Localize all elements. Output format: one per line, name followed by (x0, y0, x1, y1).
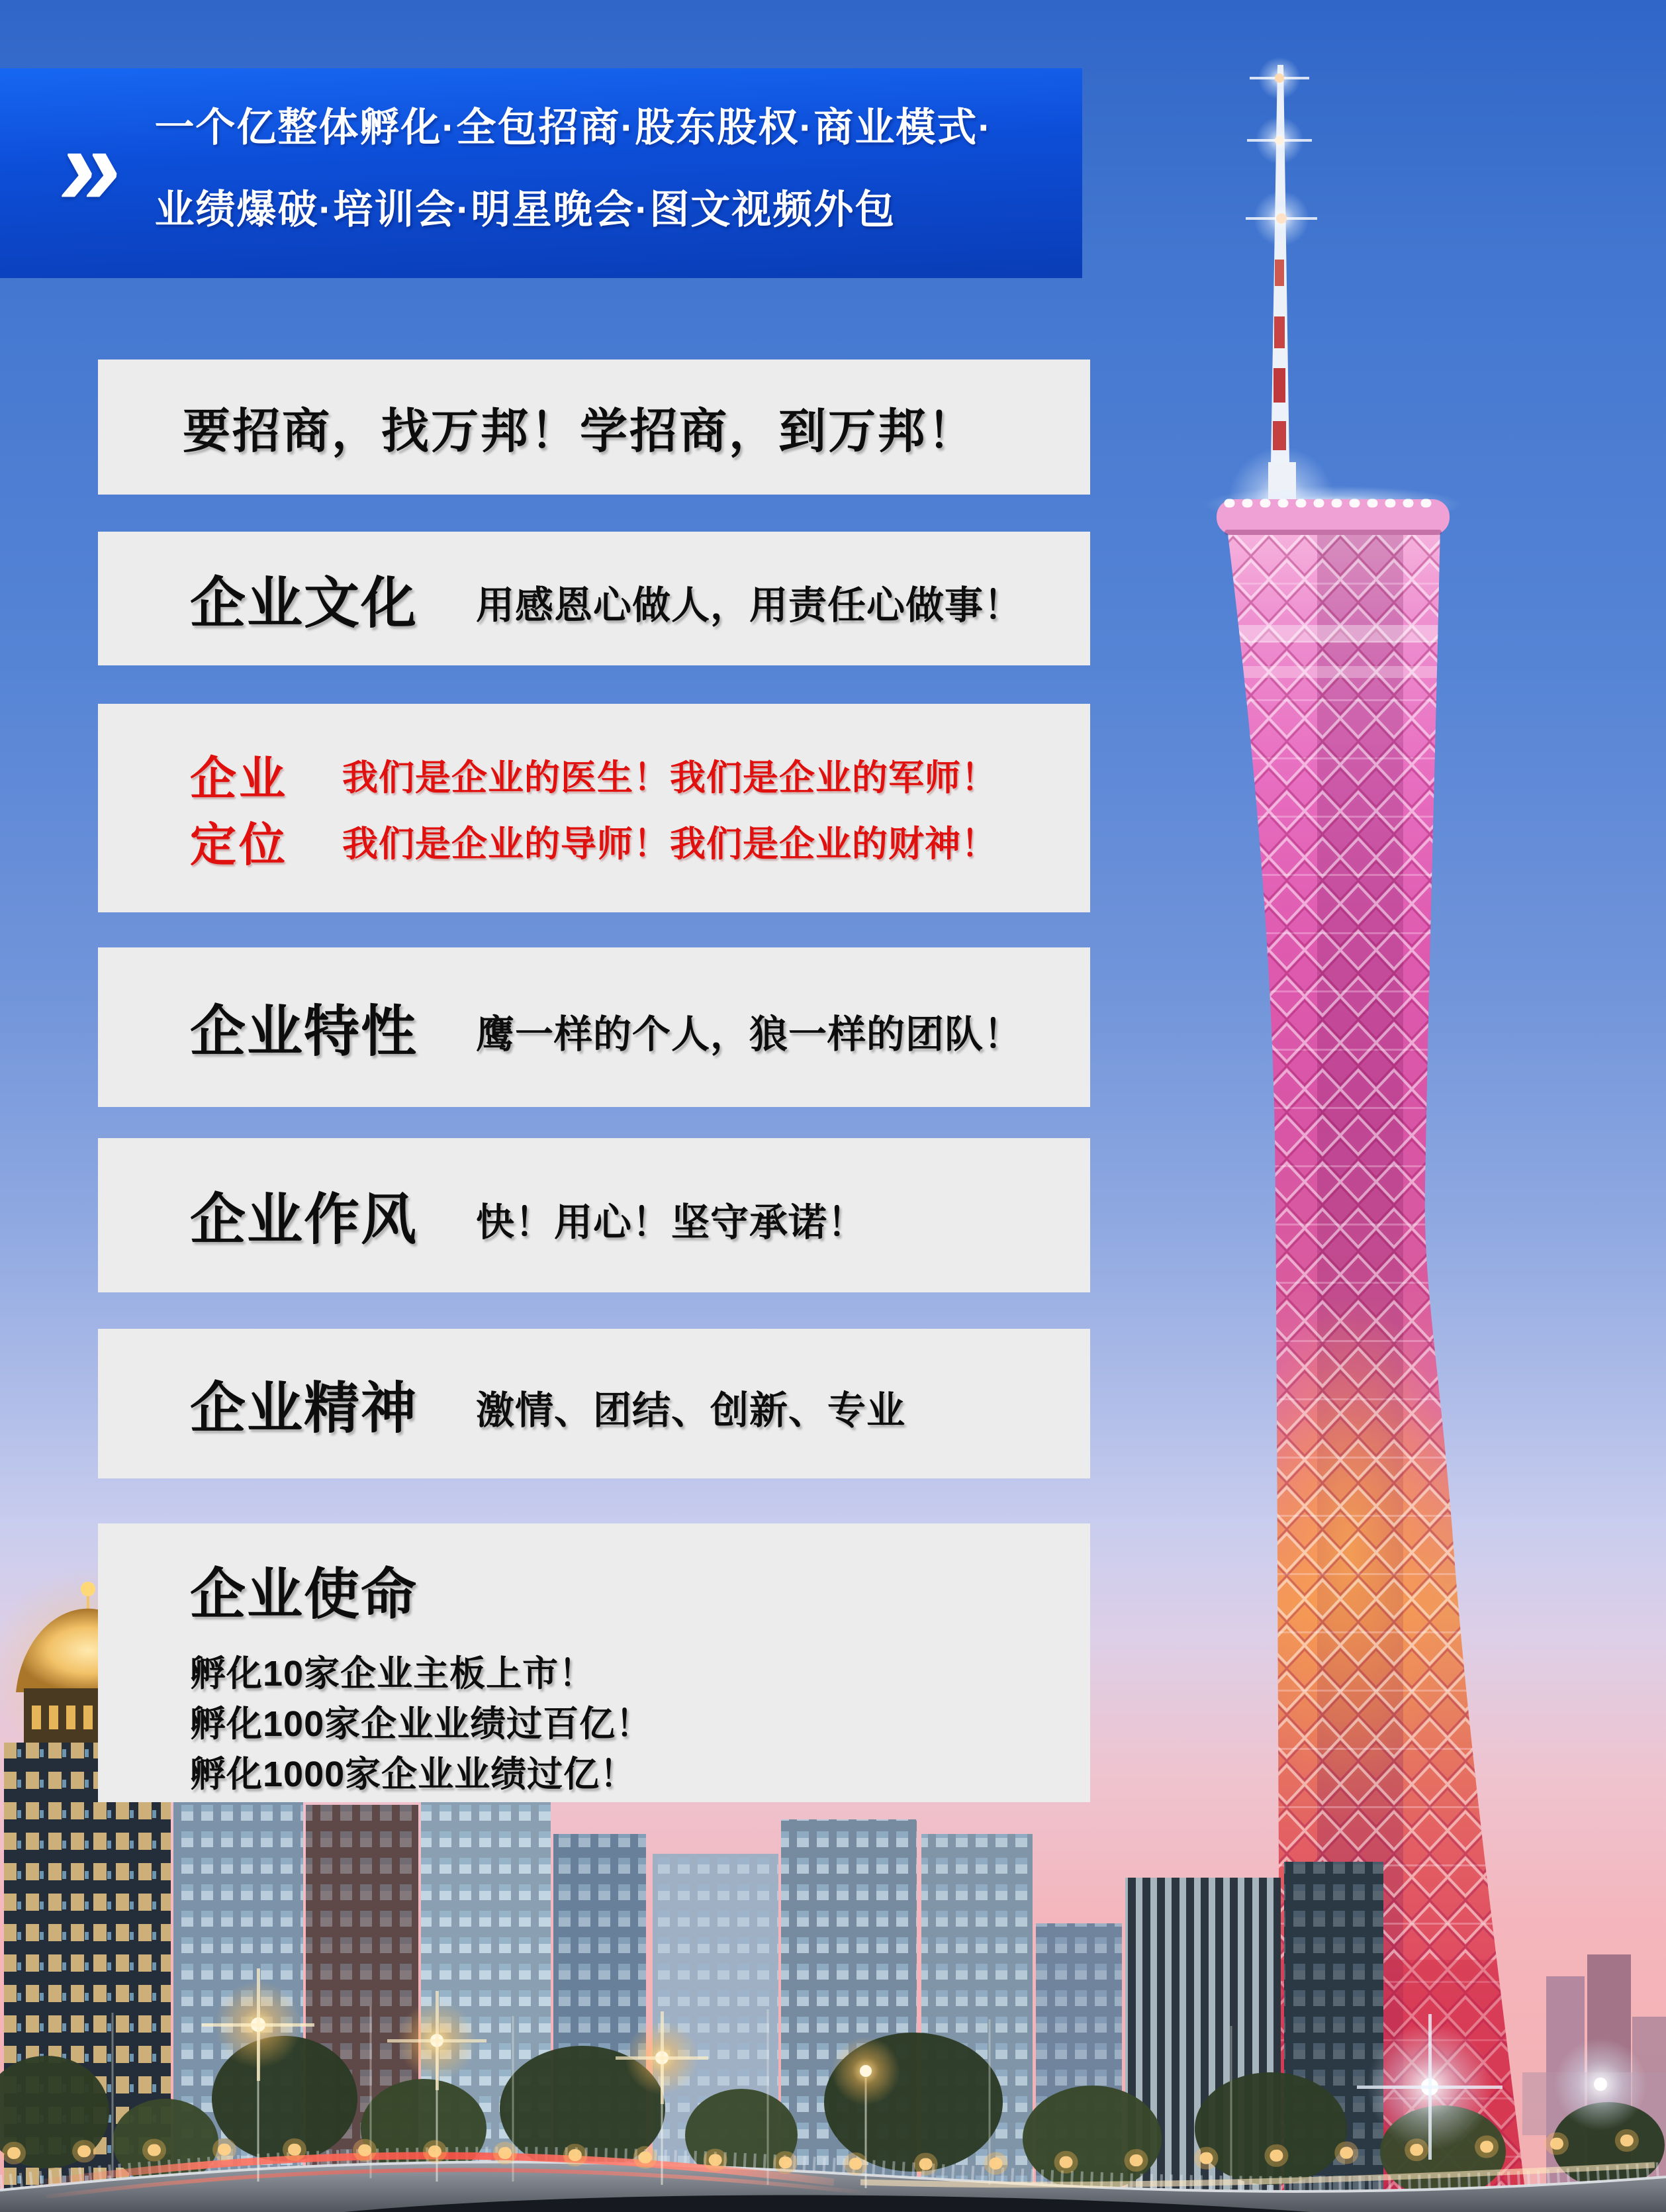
banner-text (154, 87, 992, 260)
spirit-box (98, 1329, 1090, 1478)
mission-line-1: 孵化10家企业主板上市！ (190, 1654, 596, 1694)
style-box (98, 1138, 1090, 1292)
culture-text: 用感恩心做人，用责任心做事！ (476, 584, 1023, 627)
mission-line-3: 孵化1000家企业业绩过亿！ (190, 1755, 637, 1794)
header-banner (0, 68, 1082, 278)
positioning-title-line1: 企业 (190, 752, 288, 804)
positioning-line2: 我们是企业的导师！我们是企业的财神！ (342, 824, 997, 864)
spirit-text: 激情、团结、创新、专业 (476, 1389, 906, 1432)
positioning-box (98, 704, 1090, 912)
double-chevron-icon: » (52, 103, 132, 228)
mission-title: 企业使命 (190, 1563, 418, 1625)
culture-box (98, 532, 1090, 665)
traits-box (98, 947, 1090, 1107)
slogan-text: 要招商，找万邦！学招商，到万邦！ (183, 405, 978, 458)
traits-text: 鹰一样的个人，狼一样的团队！ (476, 1012, 1023, 1056)
positioning-title-line2: 定位 (190, 818, 288, 871)
banner-line-1: 一个亿整体孵化·全包招商·股东股权·商业模式· (154, 105, 993, 150)
spirit-title: 企业精神 (190, 1376, 418, 1439)
mission-line-2: 孵化100家企业业绩过百亿！ (190, 1704, 653, 1744)
style-text: 快！用心！坚守承诺！ (476, 1200, 867, 1244)
positioning-line1: 我们是企业的医生！我们是企业的军师！ (342, 757, 997, 798)
style-title: 企业作风 (190, 1188, 418, 1251)
slogan-box (98, 360, 1090, 495)
mission-box (98, 1523, 1090, 1802)
banner-line-2: 业绩爆破·培训会·明星晚会·图文视频外包 (154, 187, 896, 232)
mission-lines (190, 1649, 1090, 1800)
traits-title: 企业特性 (190, 1000, 418, 1063)
culture-title: 企业文化 (190, 571, 418, 634)
